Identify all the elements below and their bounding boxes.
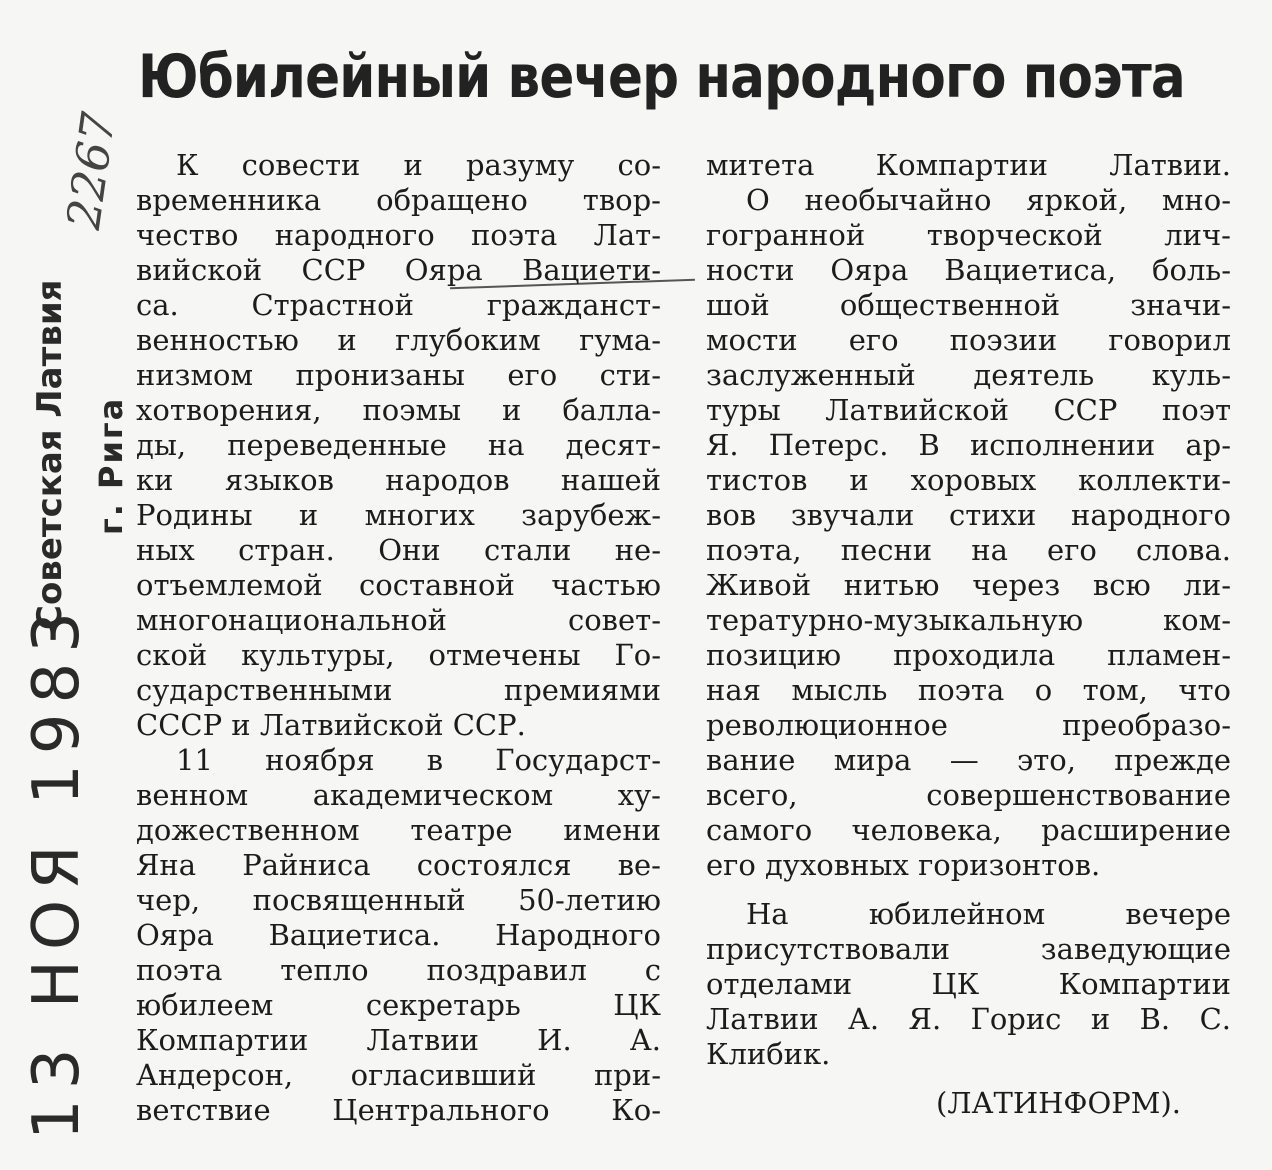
text-line: сударственными премиями [136,673,661,707]
text-line: самого человека, расширение [706,813,1231,847]
text-line: мости его поэзии говорил [706,323,1231,357]
text-line: венностью и глубоким гума- [136,323,661,357]
text-line: его духовных горизонтов. [706,848,1101,882]
text-line: туры Латвийской ССР поэт [706,393,1231,427]
text-line: ная мысль поэта о том, что [706,673,1231,707]
text-line: ской культуры, отмечены Го- [136,638,661,672]
text-line: шой общественной значи- [706,288,1231,322]
text-line: отъемлемой составной частью [136,568,661,602]
text-line: ветствие Центрального Ко- [136,1093,661,1127]
text-line: Андерсон, огласивший при- [136,1058,661,1092]
byline: (ЛАТИНФОРМ). [936,1086,1181,1120]
text-line: заслуженный деятель куль- [706,358,1231,392]
newspaper-name: Советская Латвия [30,279,70,630]
text-line: поэта, песни на его слова. [706,533,1231,567]
text-line: Родины и многих зарубеж- [136,498,661,532]
text-line: временника обращено твор- [136,183,661,217]
headline: Юбилейный вечер народного поэта [138,42,1185,112]
text-line: поэта тепло поздравил с [136,953,661,987]
text-line: тературно-музыкальную ком- [706,603,1231,637]
text-line: К совести и разуму со- [176,148,661,182]
text-line: Клибик. [706,1037,831,1071]
date-stamp: 13 НОЯ 1983 [20,602,94,1140]
text-line: всего, совершенствование [706,778,1231,812]
text-line: ности Ояра Вациетиса, боль- [706,253,1231,287]
text-line: ки языков народов нашей [136,463,661,497]
newspaper-city: г. Рига [92,396,130,535]
text-line: СССР и Латвийской ССР. [136,708,526,742]
text-line: Я. Петерс. В исполнении ар- [706,428,1231,462]
text-line: са. Страстной гражданст- [136,288,661,322]
text-line: многонациональной совет- [136,603,661,637]
text-line: позицию проходила пламен- [706,638,1231,672]
text-line: Латвии А. Я. Горис и В. С. [706,1002,1231,1036]
text-line: революционное преобразо- [706,708,1231,742]
text-line: тистов и хоровых коллекти- [706,463,1231,497]
text-line: Компартии Латвии И. А. [136,1023,661,1057]
text-line: ды, переведенные на десят- [136,428,661,462]
text-line: Ояра Вациетиса. Народного [136,918,661,952]
text-line: вийской ССР Ояра Вациети- [136,253,661,287]
text-line: О необычайно яркой, мно- [746,183,1231,217]
text-line: хотворения, поэмы и балла- [136,393,661,427]
handwritten-note: 2267 [56,109,126,233]
article-right-column [706,148,1231,1121]
text-line: Яна Райниса состоялся ве- [136,848,661,882]
text-line: 11 ноября в Государст- [176,743,661,777]
text-line: Живой нитью через всю ли- [706,568,1231,602]
text-line: вов звучали стихи народного [706,498,1231,532]
text-line: митета Компартии Латвии. [706,148,1231,182]
text-line: низмом пронизаны его сти- [136,358,661,392]
text-line: юбилеем секретарь ЦК [136,988,661,1022]
text-line: отделами ЦК Компартии [706,967,1231,1001]
text-line: вание мира — это, прежде [706,743,1231,777]
text-line: чество народного поэта Лат- [136,218,661,252]
text-line: ных стран. Они стали не- [136,533,661,567]
text-line: чер, посвященный 50-летию [136,883,661,917]
text-line: присутствовали заведующие [706,932,1231,966]
text-line: дожественном театре имени [136,813,661,847]
article-left-column [136,148,661,1128]
text-line: гогранной творческой лич- [706,218,1231,252]
text-line: На юбилейном вечере [746,897,1231,931]
text-line: венном академическом ху- [136,778,661,812]
